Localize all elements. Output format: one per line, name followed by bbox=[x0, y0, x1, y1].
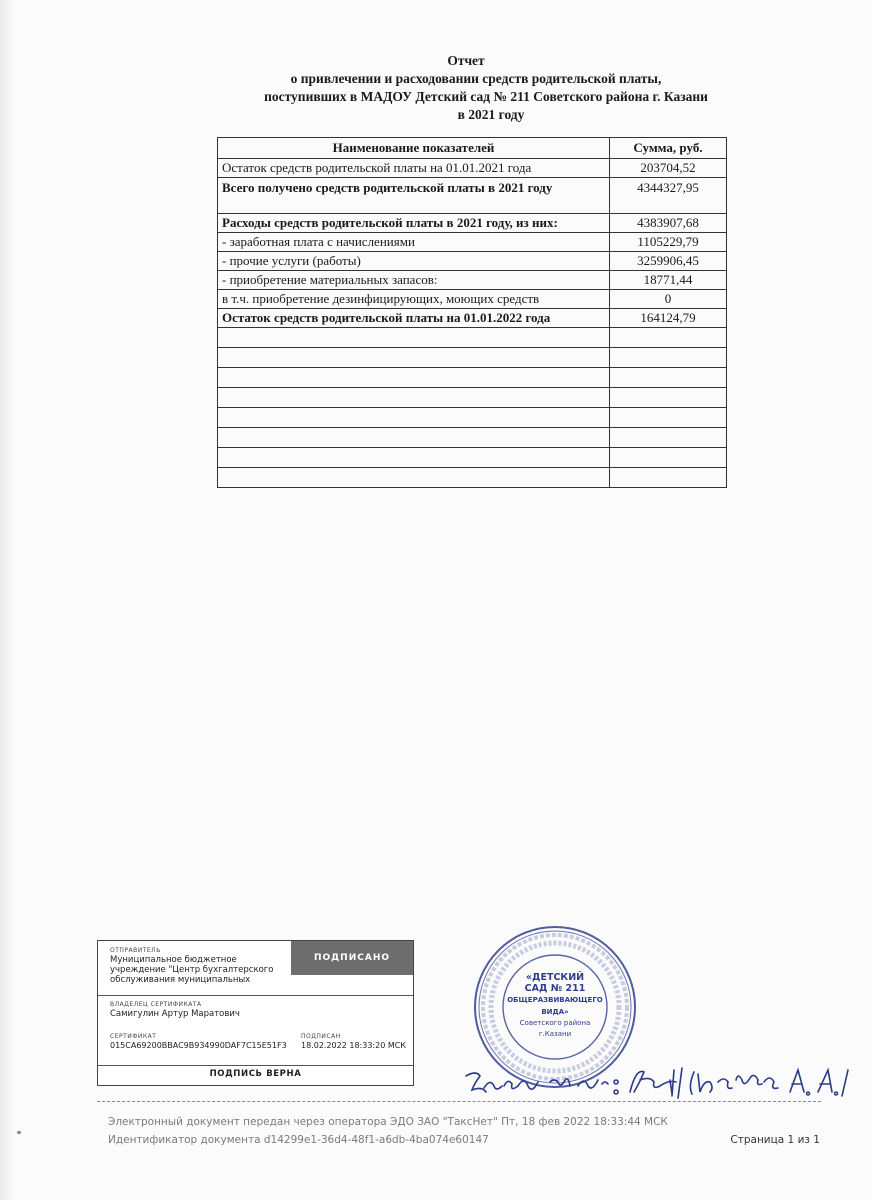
row-value: 203704,52 bbox=[610, 159, 727, 178]
row-value: 4383907,68 bbox=[610, 214, 727, 233]
table-row bbox=[218, 178, 727, 214]
certificate-label: СЕРТИФИКАТ bbox=[110, 1033, 157, 1040]
title-line-2: о привлечении и расходовании средств родительской платы, bbox=[290, 71, 662, 86]
seal-line-2: САД № 211 bbox=[524, 983, 586, 994]
signed-at-label: ПОДПИСАН bbox=[301, 1033, 341, 1040]
title-line-4: в 2021 году bbox=[457, 107, 525, 122]
signed-at: 18.02.2022 18:33:20 МСК bbox=[301, 1041, 406, 1050]
scan-edge-shadow bbox=[0, 0, 14, 1200]
signed-badge: ПОДПИСАНО bbox=[291, 941, 413, 975]
divider bbox=[98, 995, 413, 996]
row-name: Остаток средств родительской платы на 01.01.2021 года bbox=[218, 159, 610, 178]
empty-row bbox=[218, 368, 727, 388]
row-value: 164124,79 bbox=[610, 309, 727, 328]
electronic-signature-block bbox=[97, 940, 414, 1086]
row-name: в т.ч. приобретение дезинфицирующих, моющих средств bbox=[218, 290, 610, 309]
seal-line-4: ВИДА» bbox=[541, 1008, 569, 1016]
sender-name: Муниципальное бюджетное учреждение "Центр бухгалтерского обслуживания муниципальных bbox=[110, 955, 274, 985]
handwritten-signature-icon bbox=[460, 1062, 860, 1102]
footer-divider bbox=[97, 1101, 821, 1102]
table-row bbox=[218, 159, 727, 178]
row-value: 1105229,79 bbox=[610, 233, 727, 252]
table-row bbox=[218, 309, 727, 328]
document-identifier: Идентификатор документа d14299e1-36d4-48f1-a6db-4ba074e60147 bbox=[108, 1134, 489, 1146]
row-value: 0 bbox=[610, 290, 727, 309]
page-number: Страница 1 из 1 bbox=[730, 1134, 820, 1146]
empty-row bbox=[218, 408, 727, 428]
row-name: Всего получено средств родительской платы в 2021 году bbox=[218, 178, 610, 214]
row-value: 18771,44 bbox=[610, 271, 727, 290]
empty-row bbox=[218, 328, 727, 348]
title-line-3: поступивших в МАДОУ Детский сад № 211 Советского района г. Казани bbox=[264, 89, 708, 104]
edo-transfer-note: Электронный документ передан через оператора ЭДО ЗАО "ТаксНет" Пт, 18 фев 2022 18:33:44 МСК bbox=[108, 1116, 668, 1128]
header-name: Наименование показателей bbox=[218, 138, 610, 159]
scan-artifact bbox=[17, 1131, 21, 1134]
row-name: - приобретение материальных запасов: bbox=[218, 271, 610, 290]
empty-row bbox=[218, 448, 727, 468]
seal-line-3: ОБЩЕРАЗВИВАЮЩЕГО bbox=[507, 996, 603, 1004]
seal-center-text bbox=[472, 972, 638, 1040]
table-row bbox=[218, 233, 727, 252]
certificate-number: 015CA69200BBAC9B934990DAF7C15E51F3 bbox=[110, 1041, 287, 1050]
table-header-row bbox=[218, 138, 727, 159]
row-name: - заработная плата с начислениями bbox=[218, 233, 610, 252]
row-name: - прочие услуги (работы) bbox=[218, 252, 610, 271]
seal-line-6: г.Казани bbox=[538, 1030, 572, 1038]
table-row bbox=[218, 252, 727, 271]
seal-line-1: «ДЕТСКИЙ bbox=[525, 972, 585, 983]
certificate-owner: Самигулин Артур Маратович bbox=[110, 1009, 240, 1019]
divider bbox=[98, 1065, 413, 1066]
row-name: Остаток средств родительской платы на 01.01.2022 года bbox=[218, 309, 610, 328]
empty-row bbox=[218, 348, 727, 368]
report-table bbox=[217, 137, 727, 488]
header-sum: Сумма, руб. bbox=[610, 138, 727, 159]
empty-row bbox=[218, 468, 727, 488]
row-name: Расходы средств родительской платы в 2021 году, из них: bbox=[218, 214, 610, 233]
row-value: 4344327,95 bbox=[610, 178, 727, 214]
empty-row bbox=[218, 388, 727, 408]
table-row bbox=[218, 271, 727, 290]
report-title bbox=[0, 52, 872, 124]
signature-valid-label: ПОДПИСЬ ВЕРНА bbox=[209, 1069, 302, 1079]
seal-line-5: Советского района bbox=[519, 1019, 591, 1027]
sender-label: ОТПРАВИТЕЛЬ bbox=[110, 947, 161, 954]
empty-row bbox=[218, 428, 727, 448]
table-row bbox=[218, 214, 727, 233]
title-line-1: Отчет bbox=[447, 53, 485, 68]
table-row bbox=[218, 290, 727, 309]
owner-label: ВЛАДЕЛЕЦ СЕРТИФИКАТА bbox=[110, 1001, 202, 1008]
row-value: 3259906,45 bbox=[610, 252, 727, 271]
